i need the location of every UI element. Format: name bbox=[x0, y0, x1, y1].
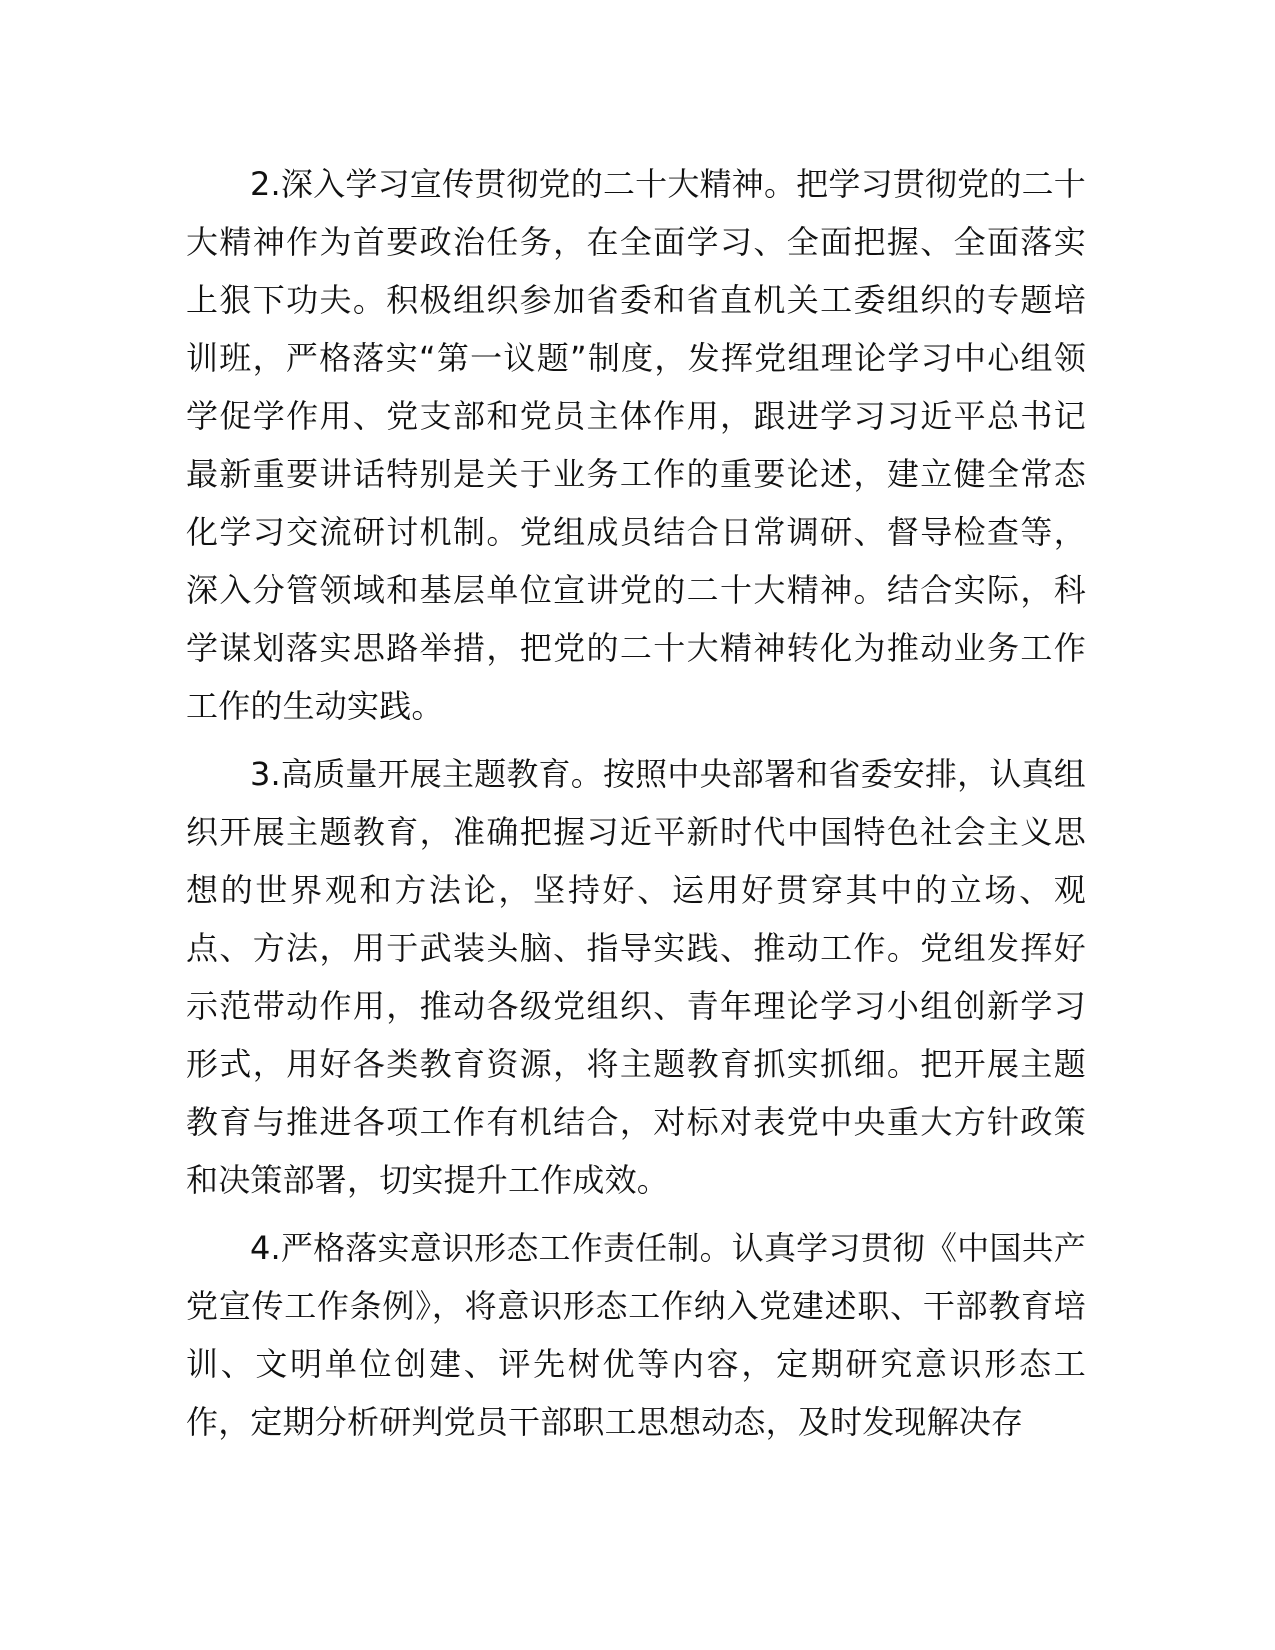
document-page bbox=[186, 155, 1086, 1461]
paragraph-item-2: 2.深入学习宣传贯彻党的二十大精神。把学习贯彻党的二十大精神作为首要政治任务，在全面学习、全面把握、全面落实上狠下功夫。积极组织参加省委和省直机关工委组织的专题培训班，严格落实“第一议题”制度，发挥党组理论学习中心组领学促学作用、党支部和党员主体作用，跟进学习习近平总书记最新重要讲话特别是关于业务工作的重要论述，建立健全常态化学习交流研讨机制。党组成员结合日常调研、督导检查等，深入分管领域和基层单位宣讲党的二十大精神。结合实际，科学谋划落实思路举措，把党的二十大精神转化为推动业务工作工作的生动实践。 bbox=[186, 165, 1086, 725]
paragraph-item-4: 4.严格落实意识形态工作责任制。认真学习贯彻《中国共产党宣传工作条例》，将意识形态工作纳入党建述职、干部教育培训、文明单位创建、评先树优等内容，定期研究意识形态工作，定期分析研判党员干部职工思想动态，及时发现解决存 bbox=[186, 1229, 1086, 1441]
paragraph-item-3: 3.高质量开展主题教育。按照中央部署和省委安排，认真组织开展主题教育，准确把握习近平新时代中国特色社会主义思想的世界观和方法论，坚持好、运用好贯穿其中的立场、观点、方法，用于武装头脑、指导实践、推动工作。党组发挥好示范带动作用，推动各级党组织、青年理论学习小组创新学习形式，用好各类教育资源，将主题教育抓实抓细。把开展主题教育与推进各项工作有机结合，对标对表党中央重大方针政策和决策部署，切实提升工作成效。 bbox=[186, 755, 1086, 1199]
